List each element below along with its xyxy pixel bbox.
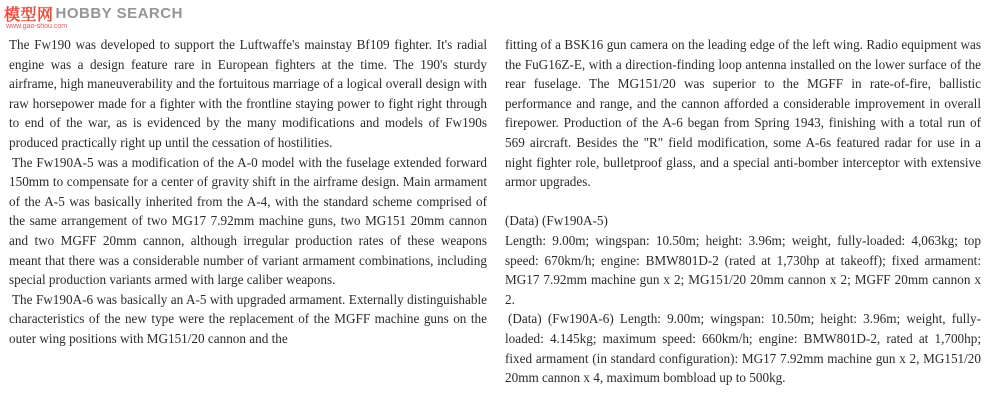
right-text-column <box>505 35 981 388</box>
paragraph-fw190-intro: The Fw190 was developed to support the Luftwaffe's mainstay Bf109 fighter. It's radial engine was a design feature rare in European fighters at the time. The 190's sturdy airframe, high maneuverability and the fortuitous marriage of a logical overall design with raw horsepower made for a fighter with the frontline staying power to fight right through to end of the war, as is evidenced by the many modifications and models of Fw190s produced practically right up until the cessation of hostilities. <box>9 37 487 150</box>
left-text-column <box>9 35 487 349</box>
data-heading-a5: (Data) (Fw190A-5) <box>505 213 608 229</box>
data-specs-a5: Length: 9.00m; wingspan: 10.50m; height: 3.96m; weight, fully-loaded: 4,063kg; top speed: 670km/h; engine: BMW801D-2 (rated at 1,730hp at takeoff); fixed armament: MG17 7.92mm machine gun x 2; MG151/20 20mm cannon x 2; MGFF 20mm cannon x 2. <box>505 232 981 307</box>
watermark-url: www.gao-shou.com <box>6 23 68 30</box>
watermark-text: HOBBY SEARCH <box>55 5 183 22</box>
site-watermark-logo <box>4 2 183 25</box>
paragraph-fw190a6-continued: fitting of a BSK16 gun camera on the leading edge of the left wing. Radio equipment was the FuG16Z-E, with a direction-finding loop antenna installed on the lower surface of the rear fuselage. The MG151/20 was superior to the MGFF in rate-of-fire, ballistic performance and range, and the cannon afforded a considerable improvement in overall firepower. Production of the A-6 began from Spring 1943, finishing with a total run of 569 aircraft. Besides the "R" field modification, some A-6s featured radar for use in a night fighter role, bulletproof glass, and a special anti-bomber interceptor with extensive armor upgrades. <box>505 37 981 190</box>
paragraph-fw190a6: The Fw190A-6 was basically an A-5 with upgraded armament. Externally distinguishable characteristics of the new type were the replacement of the MGFF machine guns on the outer wing positions with MG151/20 cannon and the <box>9 291 487 346</box>
watermark-chinese-text: 模型网 <box>4 7 54 24</box>
data-specs-a6: (Data) (Fw190A-6) Length: 9.00m; wingspan: 10.50m; height: 3.96m; weight, fully-loaded: 4.145kg; maximum speed: 660km/h; engine: BMW801D-2, rated at 1,700hp; fixed armament (in standard configuration): MG17 7.92mm machine gun x 2, MG151/20 20mm cannon x 4, maximum bombload up to 500kg. <box>505 311 981 386</box>
paragraph-spacer <box>505 192 981 212</box>
paragraph-fw190a5: The Fw190A-5 was a modification of the A-0 model with the fuselage extended forward 150mm to compensate for a center of gravity shift in the airframe design. Main armament of the A-5 was basically inherited from the A-4, with the standard scheme comprised of the same arrangement of two MG17 7.92mm machine guns, two MG151 20mm cannon and two MGFF 20mm cannon, although irregular production rates of these weapons meant that there was a considerable number of variant armament combinations, including special production variants armed with large caliber weapons. <box>9 154 487 288</box>
